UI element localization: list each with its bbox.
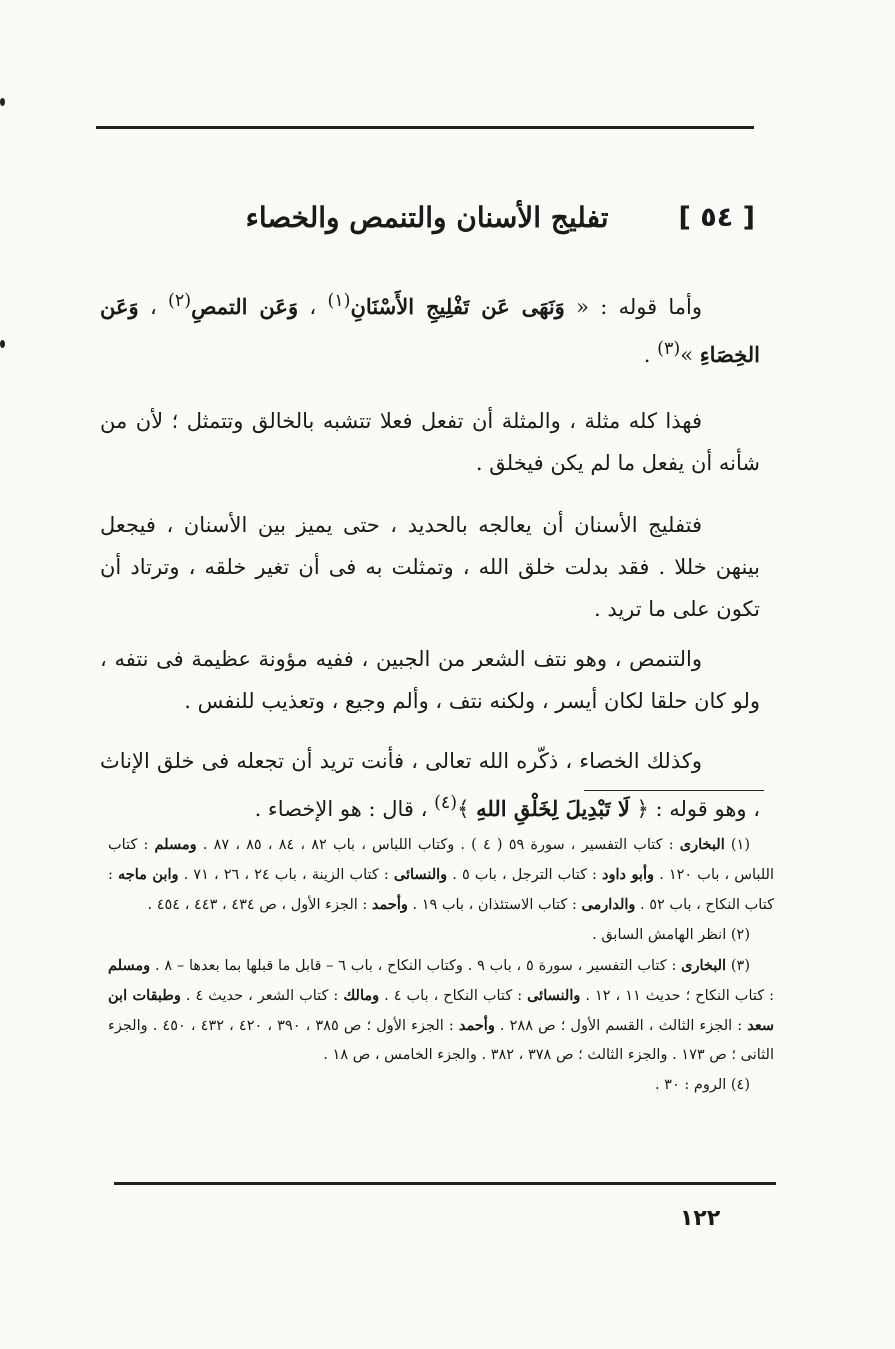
paragraph: والتنمص ، وهو نتف الشعر من الجبين ، ففيه مؤونة عظيمة فى نتفه ، ولو كان حلقا لكان أيسر ، ولكنه نتف ، وألم وجيع ، وتعذيب للنفس . — [100, 647, 760, 713]
quran-verse: لَا تَبْدِيلَ لِخَلْقِ اللهِ — [476, 796, 630, 821]
footnote-ref: (٣) — [657, 339, 681, 359]
chapter-header — [246, 192, 755, 242]
footnote-3: (٣) البخارى : كتاب التفسير ، سورة ٥ ، باب ٩ . وكتاب النكاح ، باب ٦ – قابل ما قبلها بما بعدها – ٨ . ومسلم : كتاب النكاح ؛ حديث ١١ ، ١٢ . والنسائى : كتاب النكاح ، باب ٤ . ومالك : كتاب الشعر ، حديث ٤ . وطبقات ابن سعد : الجزء الثالث ، القسم الأول ؛ ص ٢٨٨ . وأحمد : الجزء الأول ؛ ص ٣٨٥ ، ٣٩٠ ، ٤٢٠ ، ٤٣٢ ، ٤٥٠ . والجزء الثانى ؛ ص ١٧٣ . والجزء الثالث ؛ ص ٣٧٨ ، ٣٨٢ . والجزء الخامس ، ص ١٨ . — [108, 957, 775, 1063]
scan-speck — [0, 98, 5, 106]
footnote-2: (٢) انظر الهامش السابق . — [592, 927, 750, 943]
main-text — [100, 280, 760, 852]
footnotes — [108, 830, 774, 1101]
footnote-ref: (١) — [327, 291, 351, 311]
footnote-separator — [584, 790, 764, 791]
hadith-quote: وَنَهَى عَن تَفْلِيجِ الأَسْنَانِ — [350, 294, 565, 319]
hadith-quote: وَعَن التمصِ — [191, 294, 299, 319]
page-number: ١٢٢ — [680, 1206, 721, 1231]
chapter-title: تفليج الأسنان والتنمص والخصاء — [245, 200, 609, 234]
header-rule — [96, 126, 754, 129]
footer-rule — [114, 1182, 776, 1185]
chapter-number: [ ٥٤ ] — [678, 201, 755, 233]
scan-speck — [0, 340, 5, 348]
footnote-ref: (٤) — [434, 793, 458, 813]
paragraph-hadith: وأما قوله : « وَنَهَى عَن تَفْلِيجِ الأَسْنَانِ$^{(١)}$ ، وَعَن التمصِ$^{(٢)}$ ، وَعَن الخِصَاءِ »$^{(٣)}$ . — [100, 291, 760, 367]
footnote-1: (١) البخارى : كتاب التفسير ، سورة ٥٩ ( ٤ ) . وكتاب اللباس ، باب ٨٢ ، ٨٤ ، ٨٥ ، ٨٧ . ومسلم : كتاب اللباس ، باب ١٢٠ . وأبو داود : كتاب الترجل ، باب ٥ . والنسائى : كتاب الزينة ، باب ٢٤ ، ٢٦ ، ٧١ . وابن ماجه : كتاب النكاح ، باب ٥٢ . والدارمى : كتاب الاستئذان ، باب ١٩ . وأحمد : الجزء الأول ، ص ٤٣٤ ، ٤٤٣ ، ٤٥٤ . — [108, 836, 774, 913]
paragraph: فهذا كله مثلة ، والمثلة أن تفعل فعلا تتشبه بالخالق وتتمثل ؛ لأن من شأنه أن يفعل ما لم يكن فيخلق . — [100, 409, 760, 475]
footnote-4: (٤) الروم : ٣٠ . — [654, 1077, 750, 1093]
paragraph-verse: وكذلك الخصاء ، ذكّره الله تعالى ، فأنت تريد أن تجعله فى خلق الإناث ، وهو قوله : ﴿ لَا تَبْدِيلَ لِخَلْقِ اللهِ ﴾$^{(٤)}$ ، قال : هو الإخصاء . — [100, 749, 760, 821]
footnote-ref: (٢) — [168, 291, 192, 311]
paragraph: فتفليج الأسنان أن يعالجه بالحديد ، حتى يميز بين الأسنان ، فيجعل بينهن خللا . فقد بدلت خلق الله ، وتمثلت به فى أن تغير خلقه ، وترتاد أن تكون على ما تريد . — [100, 513, 760, 621]
hadith-quote: وَعَن الخِصَاءِ — [100, 294, 760, 367]
